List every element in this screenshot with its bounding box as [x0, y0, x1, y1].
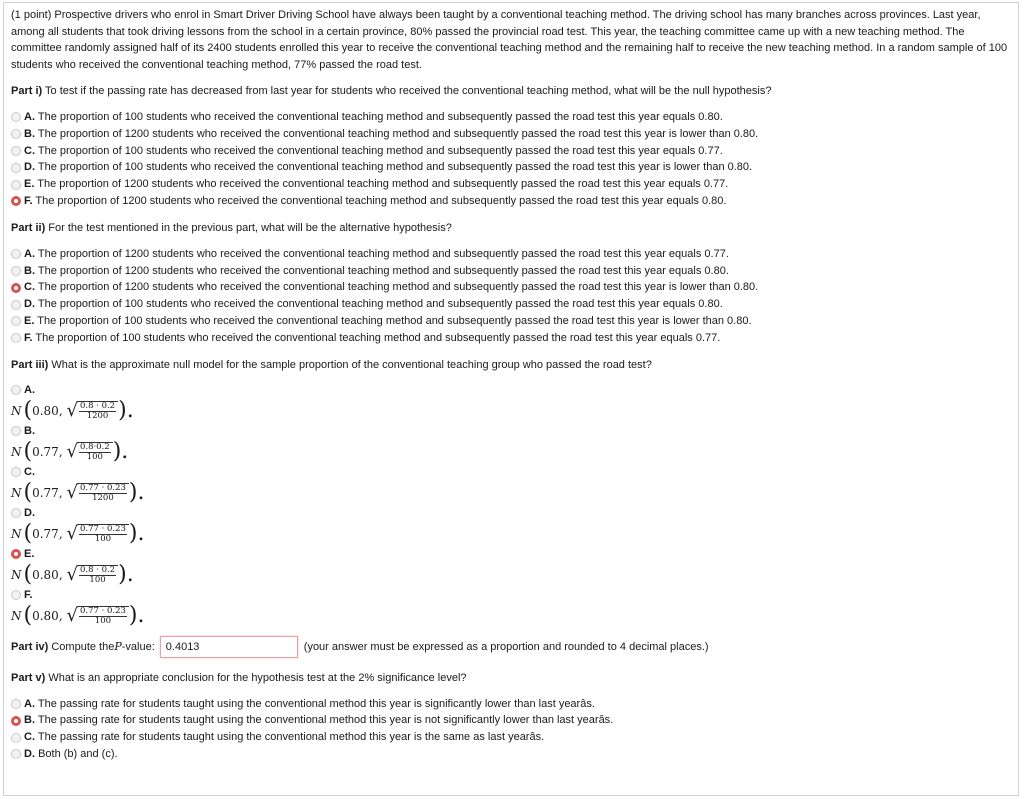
- formula: N ( 0.77, √ $\frac{0.77 \cdot 0.23}{1200}$ ).: [11, 479, 145, 505]
- part5-text: What is an appropriate conclusion for the hypothesis test at the 2% significance level?: [48, 671, 467, 684]
- part1-text: To test if the passing rate has decreased from last year for students who received the conventional teaching method, what will be the null hypothesis?: [45, 85, 772, 97]
- part2-option-e[interactable]: E. The proportion of 100 students who received the conventional teaching method and subsequently passed the road test this year is lower than 0.80.: [11, 313, 1011, 330]
- part5-options: [11, 696, 1011, 763]
- part5-question: [11, 670, 1011, 686]
- part3-question: [11, 357, 1011, 373]
- formula: N ( 0.77, √ $\frac{0.77 \cdot 0.23}{100}$ ).: [11, 520, 145, 546]
- radio-button[interactable]: [11, 749, 21, 759]
- radio-button[interactable]: [11, 733, 21, 743]
- part5-option-c[interactable]: C. The passing rate for students taught using the conventional method this year is the same as last yearâs.: [11, 729, 1011, 746]
- problem-intro: (1 point) Prospective drivers who enrol in Smart Driver Driving School have always been taught by a conventional teaching method. The driving school has many branches across provinces. Last year, among all students that took driving lessons from the school in a certain province, 80% passed the provincial road test. This year, the teaching committee came up with a new teaching method. The committee randomly assigned half of its 2400 students enrolled this year to receive the conventional teaching method and the remaining half to receive the new teaching method. In a random sample of 100 students who received the conventional teaching method, 77% passed the road test.: [11, 9, 1008, 71]
- radio-button[interactable]: [11, 249, 21, 259]
- part4-label: Part iv): [11, 640, 49, 653]
- radio-button[interactable]: [11, 316, 21, 326]
- sqrt-symbol: √ $\frac{0.8 \cdot 0.2}{100}$: [66, 564, 118, 585]
- radio-button[interactable]: [11, 112, 21, 122]
- radio-button[interactable]: [11, 129, 21, 139]
- radio-button[interactable]: [11, 549, 21, 559]
- part2-option-d[interactable]: D. The proportion of 100 students who received the conventional teaching method and subsequently passed the road test this year equals 0.80.: [11, 296, 1011, 313]
- part1-option-d[interactable]: D. The proportion of 100 students who received the conventional teaching method and subsequently passed the road test this year is lower than 0.80.: [11, 159, 1011, 176]
- part2-option-c[interactable]: C. The proportion of 1200 students who received the conventional teaching method and subsequently passed the road test this year is lower than 0.80.: [11, 279, 1011, 296]
- part1-label: Part i): [11, 85, 43, 97]
- part2-option-f[interactable]: F. The proportion of 100 students who received the conventional teaching method and subsequently passed the road test this year equals 0.77.: [11, 330, 1011, 347]
- part1-option-c[interactable]: C. The proportion of 100 students who received the conventional teaching method and subsequently passed the road test this year equals 0.77.: [11, 143, 1011, 160]
- formula: N ( 0.80, √ $\frac{0.77 \cdot 0.23}{100}$ ).: [11, 602, 145, 628]
- part5-option-b[interactable]: B. The passing rate for students taught using the conventional method this year is not significantly lower than last yearâs.: [11, 712, 1011, 729]
- part2-label: Part ii): [11, 221, 46, 234]
- radio-button[interactable]: [11, 266, 21, 276]
- radio-button[interactable]: [11, 333, 21, 343]
- part1-option-e[interactable]: E. The proportion of 1200 students who received the conventional teaching method and subsequently passed the road test this year equals 0.77.: [11, 176, 1011, 193]
- part3-text: What is the approximate null model for the sample proportion of the conventional teaching group who passed the road test?: [51, 358, 652, 371]
- formula: N ( 0.80, √ $\frac{0.8 \cdot 0.2}{100}$ ).: [11, 561, 134, 587]
- radio-button[interactable]: [11, 385, 21, 395]
- radio-button[interactable]: [11, 283, 21, 293]
- part5-label: Part v): [11, 671, 46, 684]
- formula: N ( 0.80, √ $\frac{0.8 \cdot 0.2}{1200}$ ).: [11, 397, 134, 423]
- sqrt-symbol: √ $\frac{0.8\cdot 0.2}{100}$: [66, 441, 112, 462]
- part3-options: [11, 383, 1011, 629]
- radio-button[interactable]: [11, 716, 21, 726]
- pvalue-input[interactable]: 0.4013: [160, 636, 298, 658]
- part2-option-b[interactable]: B. The proportion of 1200 students who received the conventional teaching method and subsequently passed the road test this year equals 0.80.: [11, 263, 1011, 280]
- part3-option-a[interactable]: A.: [11, 383, 1011, 398]
- part2-question: [11, 220, 1011, 236]
- part2-option-a[interactable]: A. The proportion of 1200 students who received the conventional teaching method and subsequently passed the road test this year equals 0.77.: [11, 246, 1011, 263]
- part2-options: [11, 246, 1011, 347]
- radio-button[interactable]: [11, 426, 21, 436]
- radio-button[interactable]: [11, 163, 21, 173]
- part5-option-a[interactable]: A. The passing rate for students taught using the conventional method this year is significantly lower than last yearâs.: [11, 696, 1011, 713]
- part2-text: For the test mentioned in the previous part, what will be the alternative hypothesis?: [48, 221, 452, 234]
- part1-option-b[interactable]: B. The proportion of 1200 students who received the conventional teaching method and subsequently passed the road test this year is lower than 0.80.: [11, 126, 1011, 143]
- radio-button[interactable]: [11, 180, 21, 190]
- radio-button[interactable]: [11, 508, 21, 518]
- pvalue-hint: (your answer must be expressed as a proportion and rounded to 4 decimal places.): [303, 640, 709, 653]
- part3-option-e[interactable]: E.: [11, 547, 1011, 562]
- radio-button[interactable]: [11, 590, 21, 600]
- radio-button[interactable]: [11, 300, 21, 310]
- part1-options: [11, 109, 1011, 210]
- part1-option-a[interactable]: A. The proportion of 100 students who received the conventional teaching method and subsequently passed the road test this year equals 0.80.: [11, 109, 1011, 126]
- part3-option-d[interactable]: D.: [11, 506, 1011, 521]
- part4-row: Part iv) Compute the P -value: 0.4013 (your answer must be expressed as a proportion and rounded to 4 decimal places.): [11, 634, 1011, 660]
- radio-button[interactable]: [11, 699, 21, 709]
- part1-option-f[interactable]: F. The proportion of 1200 students who received the conventional teaching method and subsequently passed the road test this year equals 0.80.: [11, 193, 1011, 210]
- radio-button[interactable]: [11, 467, 21, 477]
- part3-option-f[interactable]: F.: [11, 588, 1011, 603]
- part3-option-c[interactable]: C.: [11, 465, 1011, 480]
- part3-option-b[interactable]: B.: [11, 424, 1011, 439]
- part5-option-d[interactable]: D. Both (b) and (c).: [11, 746, 1011, 763]
- sqrt-symbol: √ $\frac{0.8 \cdot 0.2}{1200}$: [66, 400, 118, 421]
- sqrt-symbol: √ $\frac{0.77 \cdot 0.23}{100}$: [66, 605, 128, 626]
- part1-question: [11, 83, 1011, 99]
- part3-label: Part iii): [11, 358, 49, 371]
- formula: N ( 0.77, √ $\frac{0.8\cdot 0.2}{100}$ ).: [11, 438, 129, 464]
- sqrt-symbol: √ $\frac{0.77 \cdot 0.23}{100}$: [66, 523, 128, 544]
- problem-frame: [3, 2, 1019, 796]
- radio-button[interactable]: [11, 196, 21, 206]
- sqrt-symbol: √ $\frac{0.77 \cdot 0.23}{1200}$: [66, 482, 128, 503]
- problem-content: [11, 7, 1011, 763]
- radio-button[interactable]: [11, 146, 21, 156]
